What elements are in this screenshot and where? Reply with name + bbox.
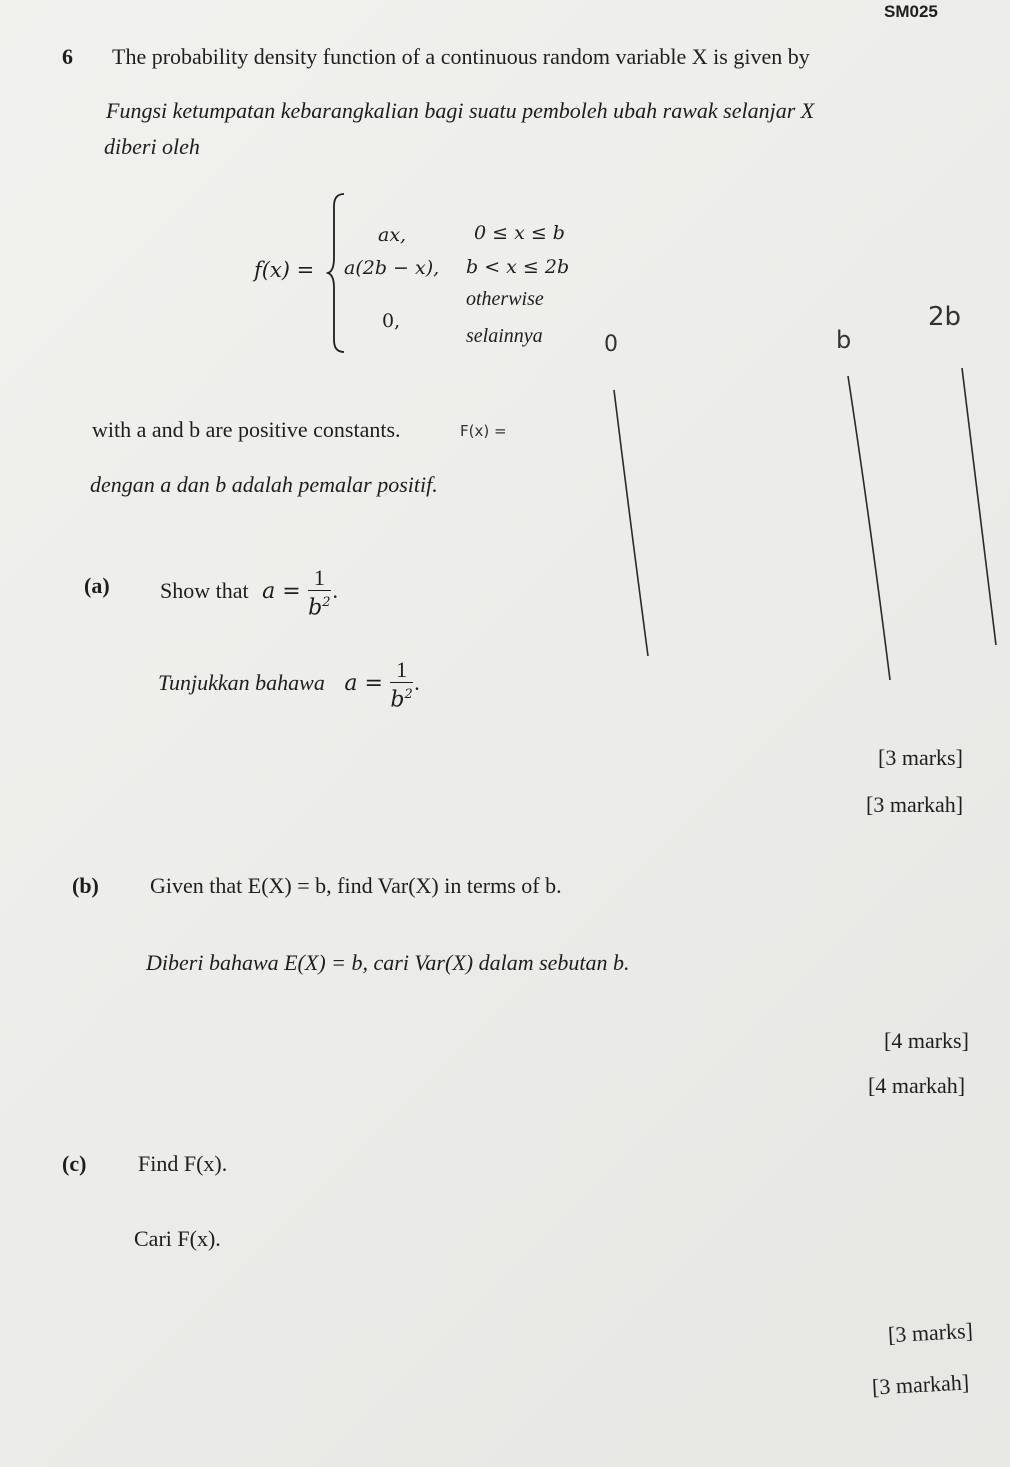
part-a-formula-lhs: a = [262, 579, 301, 605]
part-a-english: Show that a = $\frac{1}{b^2}$ . [160, 565, 339, 621]
part-a-malay: Tunjukkan bahawa a = $\frac{1}{b^2}$ . [158, 657, 421, 713]
case3-condition-malay: selainnya [466, 325, 543, 347]
part-a-label: (a) [84, 573, 110, 598]
question-number: 6 [62, 44, 73, 69]
case2-condition: b < x ≤ 2b [466, 256, 570, 278]
paper-code: SM025 [884, 2, 938, 21]
part-a-text: Show that [160, 578, 249, 604]
part-c-english: Find F(x). [138, 1151, 228, 1176]
handwritten-b: b [836, 326, 852, 354]
case3-condition-english: otherwise [466, 288, 544, 310]
part-b-malay: Diberi bahawa E(X) = b, cari Var(X) dalam sebutan b. [146, 950, 630, 975]
fraction-denominator: b [308, 595, 323, 621]
handwritten-2b: 2b [928, 302, 962, 332]
pdf-lhs: f(x) = [254, 258, 315, 282]
sketch-line-middle [848, 376, 890, 680]
handwritten-zero: 0 [604, 332, 618, 357]
part-c-marks-english: [3 marks] [887, 1317, 974, 1348]
part-b-label: (b) [72, 873, 99, 898]
constants-malay: dengan a dan b adalah pemalar positif. [90, 472, 438, 497]
intro-malay-line2: diberi oleh [104, 134, 200, 159]
part-a-text-malay: Tunjukkan bahawa [158, 670, 325, 696]
fraction-exponent: 2 [404, 687, 413, 702]
fraction-denominator: b [390, 687, 405, 713]
case3-expression: 0, [382, 310, 401, 332]
fraction-numerator: 1 [390, 658, 412, 683]
part-a-formula-lhs-malay: a = [344, 671, 383, 697]
part-a-marks-english: [3 marks] [878, 745, 963, 770]
case2-expression: a(2b − x), [344, 257, 440, 279]
part-c-malay: Cari F(x). [134, 1226, 221, 1251]
part-a-marks-malay: [3 markah] [866, 792, 964, 817]
fraction-numerator: 1 [308, 566, 330, 591]
case1-condition: 0 ≤ x ≤ b [474, 222, 565, 244]
part-b-marks-english: [4 marks] [884, 1028, 969, 1053]
part-c-marks-malay: [3 markah] [871, 1369, 970, 1400]
part-b-english: Given that E(X) = b, find Var(X) in terms of b. [150, 873, 562, 898]
intro-malay-line1: Fungsi ketumpatan kebarangkalian bagi suatu pemboleh ubah rawak selanjar X [106, 98, 815, 123]
fraction-exponent: 2 [322, 595, 331, 610]
sketch-line-left [614, 390, 648, 656]
case1-expression: ax, [378, 224, 407, 246]
part-c-label: (c) [62, 1151, 87, 1176]
handwritten-F-of-x: F(x) = [460, 422, 507, 440]
intro-english: The probability density function of a continuous random variable X is given by [112, 44, 810, 69]
constants-english: with a and b are positive constants. [92, 417, 401, 442]
part-b-marks-malay: [4 markah] [868, 1073, 966, 1098]
sketch-line-right [962, 368, 996, 645]
